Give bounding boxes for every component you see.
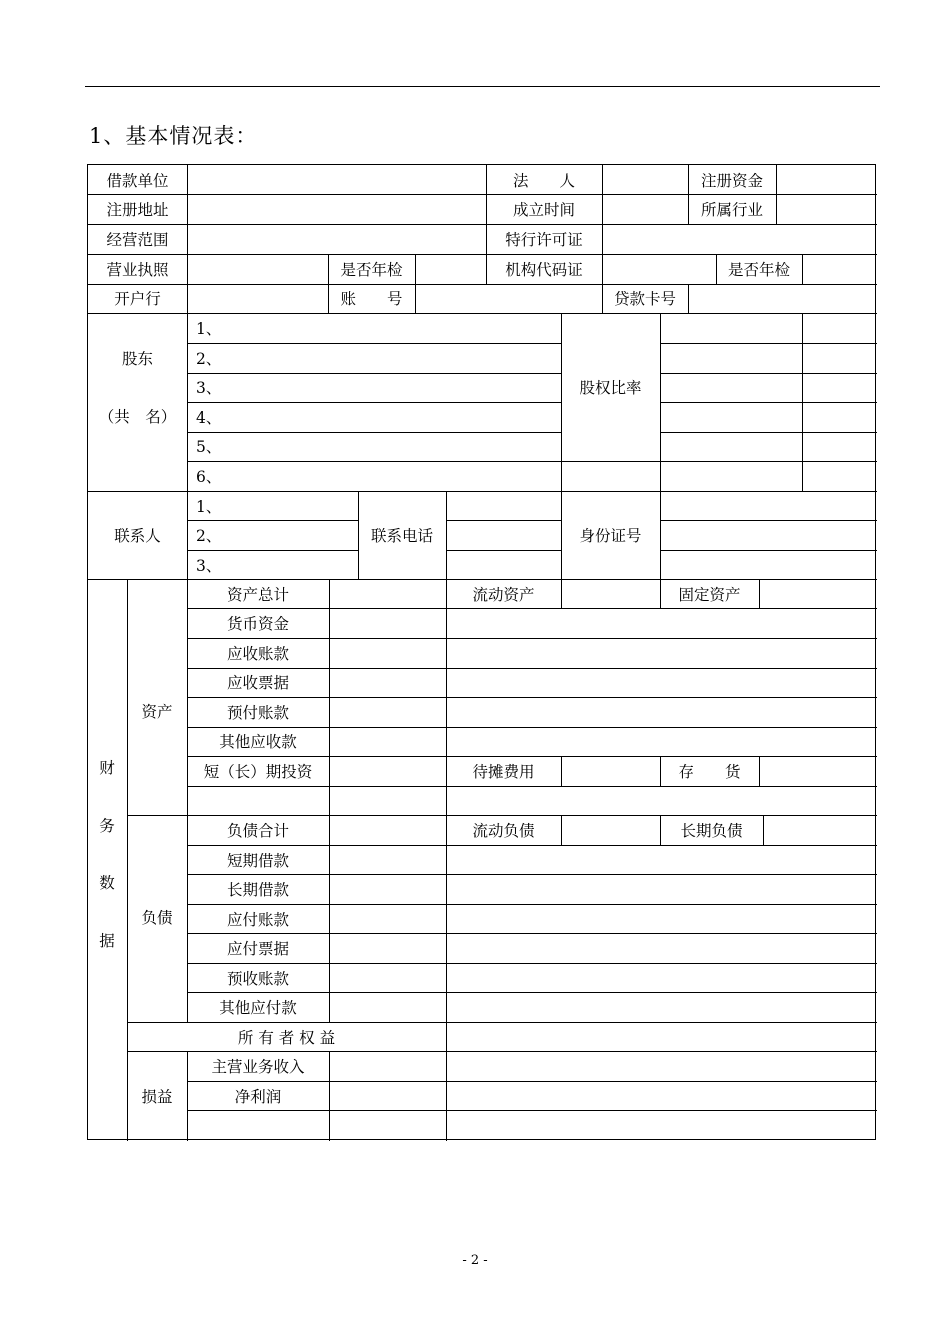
contact-row-number: 1、 [196,498,222,516]
col-line [329,579,330,1022]
col-line [802,313,803,491]
label-shareholder-count: （共 名） [98,408,177,426]
label-profit-loss: 损益 [141,1088,173,1106]
row-line [187,373,561,374]
row-line [660,343,877,344]
label-bank: 开户行 [114,290,161,308]
label-borrower: 借款单位 [106,172,169,190]
row-line [660,432,877,433]
row-line [187,992,877,993]
finance-label-char: 务 [99,817,115,835]
header-rule [85,86,880,87]
row-line [187,904,877,905]
label-owners-equity: 所 有 者 权 益 [237,1029,336,1047]
label-industry: 所属行业 [700,201,763,219]
shareholder-row-number: 3、 [196,379,222,397]
col-line [802,254,803,284]
row-line [88,284,877,285]
label-legal-person: 法 人 [512,172,575,190]
shareholder-row-number: 5、 [196,438,222,456]
col-line [446,491,447,579]
label-id-number: 身份证号 [579,527,642,545]
label-inventory: 存 货 [678,763,741,781]
row-line [187,550,358,551]
col-line [415,254,416,313]
label-special-license: 特行许可证 [505,231,583,249]
row-line [187,874,877,875]
row-line [446,520,561,521]
row-line [88,254,877,255]
row-line [187,432,561,433]
row-line [187,638,877,639]
label-long-term-liabilities: 长期负债 [680,822,743,840]
row-line [187,343,561,344]
col-line [602,165,603,254]
row-line [187,1110,877,1111]
shareholder-row-number: 6、 [196,468,222,486]
col-line [561,313,562,491]
label-other-receivables: 其他应收款 [219,733,297,751]
basic-info-form [87,164,876,1140]
col-line [127,579,128,1141]
row-line [187,697,877,698]
row-line [187,933,877,934]
row-line [88,313,877,314]
row-line [127,1022,877,1023]
label-notes-receivable: 应收票据 [226,674,289,692]
col-line [688,284,689,313]
row-line [660,402,877,403]
col-line [776,165,777,224]
col-line [561,756,562,786]
row-line [127,815,877,816]
label-short-term-loans: 短期借款 [226,852,289,870]
col-line [187,491,188,579]
col-line [759,756,760,786]
label-equity-ratio: 股权比率 [579,379,642,397]
row-line [88,491,877,492]
label-account: 账 号 [340,290,403,308]
label-org-code: 机构代码证 [505,261,583,279]
finance-label-char: 数 [99,874,115,892]
label-other-payables: 其他应付款 [219,999,297,1017]
finance-label-char: 据 [99,932,115,950]
label-long-term-loans: 长期借款 [226,881,289,899]
row-line [187,756,877,757]
col-line [763,815,764,845]
row-line [187,461,561,462]
label-contact-phone: 联系电话 [370,527,433,545]
row-line [187,1081,877,1082]
shareholder-row-number: 4、 [196,409,222,427]
row-line [561,461,877,462]
label-registered-address: 注册地址 [106,201,169,219]
row-line [88,224,877,225]
label-established: 成立时间 [512,201,575,219]
label-investments: 短（长）期投资 [203,763,313,781]
col-line [561,579,562,608]
label-total-liabilities: 负债合计 [226,822,289,840]
label-business-scope: 经营范围 [106,231,169,249]
label-business-license: 营业执照 [106,261,169,279]
label-accounts-payable: 应付账款 [226,911,289,929]
contact-row-number: 2、 [196,527,222,545]
row-line [187,608,877,609]
label-registered-capital: 注册资金 [700,172,763,190]
label-current-assets: 流动资产 [472,586,535,604]
col-line [759,579,760,608]
label-accounts-receivable: 应收账款 [226,645,289,663]
col-line [187,313,188,491]
label-cash: 货币资金 [226,615,289,633]
col-line [561,815,562,845]
page-number: - 2 - [462,1253,488,1268]
label-prepayments: 预付账款 [226,704,289,722]
label-liabilities: 负债 [141,909,173,927]
label-fixed-assets: 固定资产 [678,586,741,604]
row-line [127,1051,877,1052]
row-line [187,520,358,521]
row-line [660,520,877,521]
col-line [329,1051,330,1141]
row-line [187,727,877,728]
shareholder-row-number: 2、 [196,350,222,368]
finance-label-char: 财 [99,759,115,777]
label-annual-check: 是否年检 [340,261,403,279]
label-main-revenue: 主营业务收入 [211,1058,305,1076]
label-loan-card: 贷款卡号 [613,290,676,308]
row-line [187,963,877,964]
label-notes-payable: 应付票据 [226,940,289,958]
label-current-liabilities: 流动负债 [472,822,535,840]
col-line [187,165,188,313]
row-line [88,194,877,195]
shareholder-row-number: 1、 [196,320,222,338]
col-line [446,579,447,1141]
row-line [446,550,561,551]
col-line [660,313,661,491]
label-deferred-expenses: 待摊费用 [472,763,535,781]
label-contact: 联系人 [114,527,161,545]
label-annual-check: 是否年检 [727,261,790,279]
row-line [660,550,877,551]
label-advances-received: 预收账款 [226,970,289,988]
col-line [660,491,661,579]
row-line [660,373,877,374]
row-line [187,845,877,846]
contact-row-number: 3、 [196,557,222,575]
row-line [187,786,877,787]
label-assets: 资产 [141,703,173,721]
row-line [187,402,561,403]
label-shareholders: 股东 [121,350,153,368]
row-line [187,668,877,669]
col-line [602,254,603,284]
label-total-assets: 资产总计 [226,586,289,604]
section-title: 1、基本情况表： [89,124,258,148]
label-net-profit: 净利润 [234,1088,282,1106]
